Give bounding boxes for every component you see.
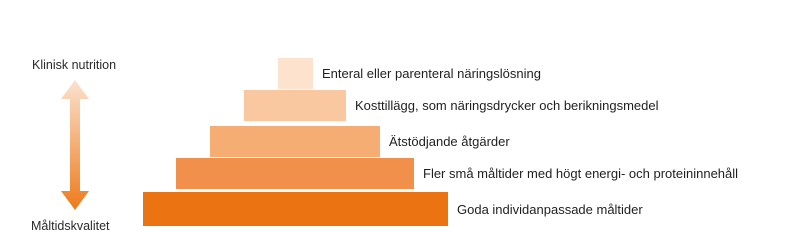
pyramid-level-5	[143, 192, 448, 226]
pyramid-level-2-label: Kosttillägg, som näringsdrycker och berikningsmedel	[355, 98, 659, 113]
pyramid-level-4-label: Fler små måltider med högt energi- och proteininnehåll	[423, 166, 739, 181]
axis-top-label: Klinisk nutrition	[32, 58, 117, 72]
pyramid-level-2	[244, 90, 346, 121]
double-arrow-icon	[60, 80, 90, 210]
axis-bottom-label: Måltidskvalitet	[31, 219, 110, 233]
pyramid-level-1-label: Enteral eller parenteral näringslösning	[322, 66, 541, 81]
pyramid-level-4	[176, 158, 414, 189]
pyramid-level-3	[210, 126, 380, 157]
pyramid-level-3-label: Ätstödjande åtgärder	[389, 134, 510, 149]
pyramid-level-1	[278, 58, 313, 89]
pyramid-level-5-label: Goda individanpassade måltider	[457, 202, 643, 217]
